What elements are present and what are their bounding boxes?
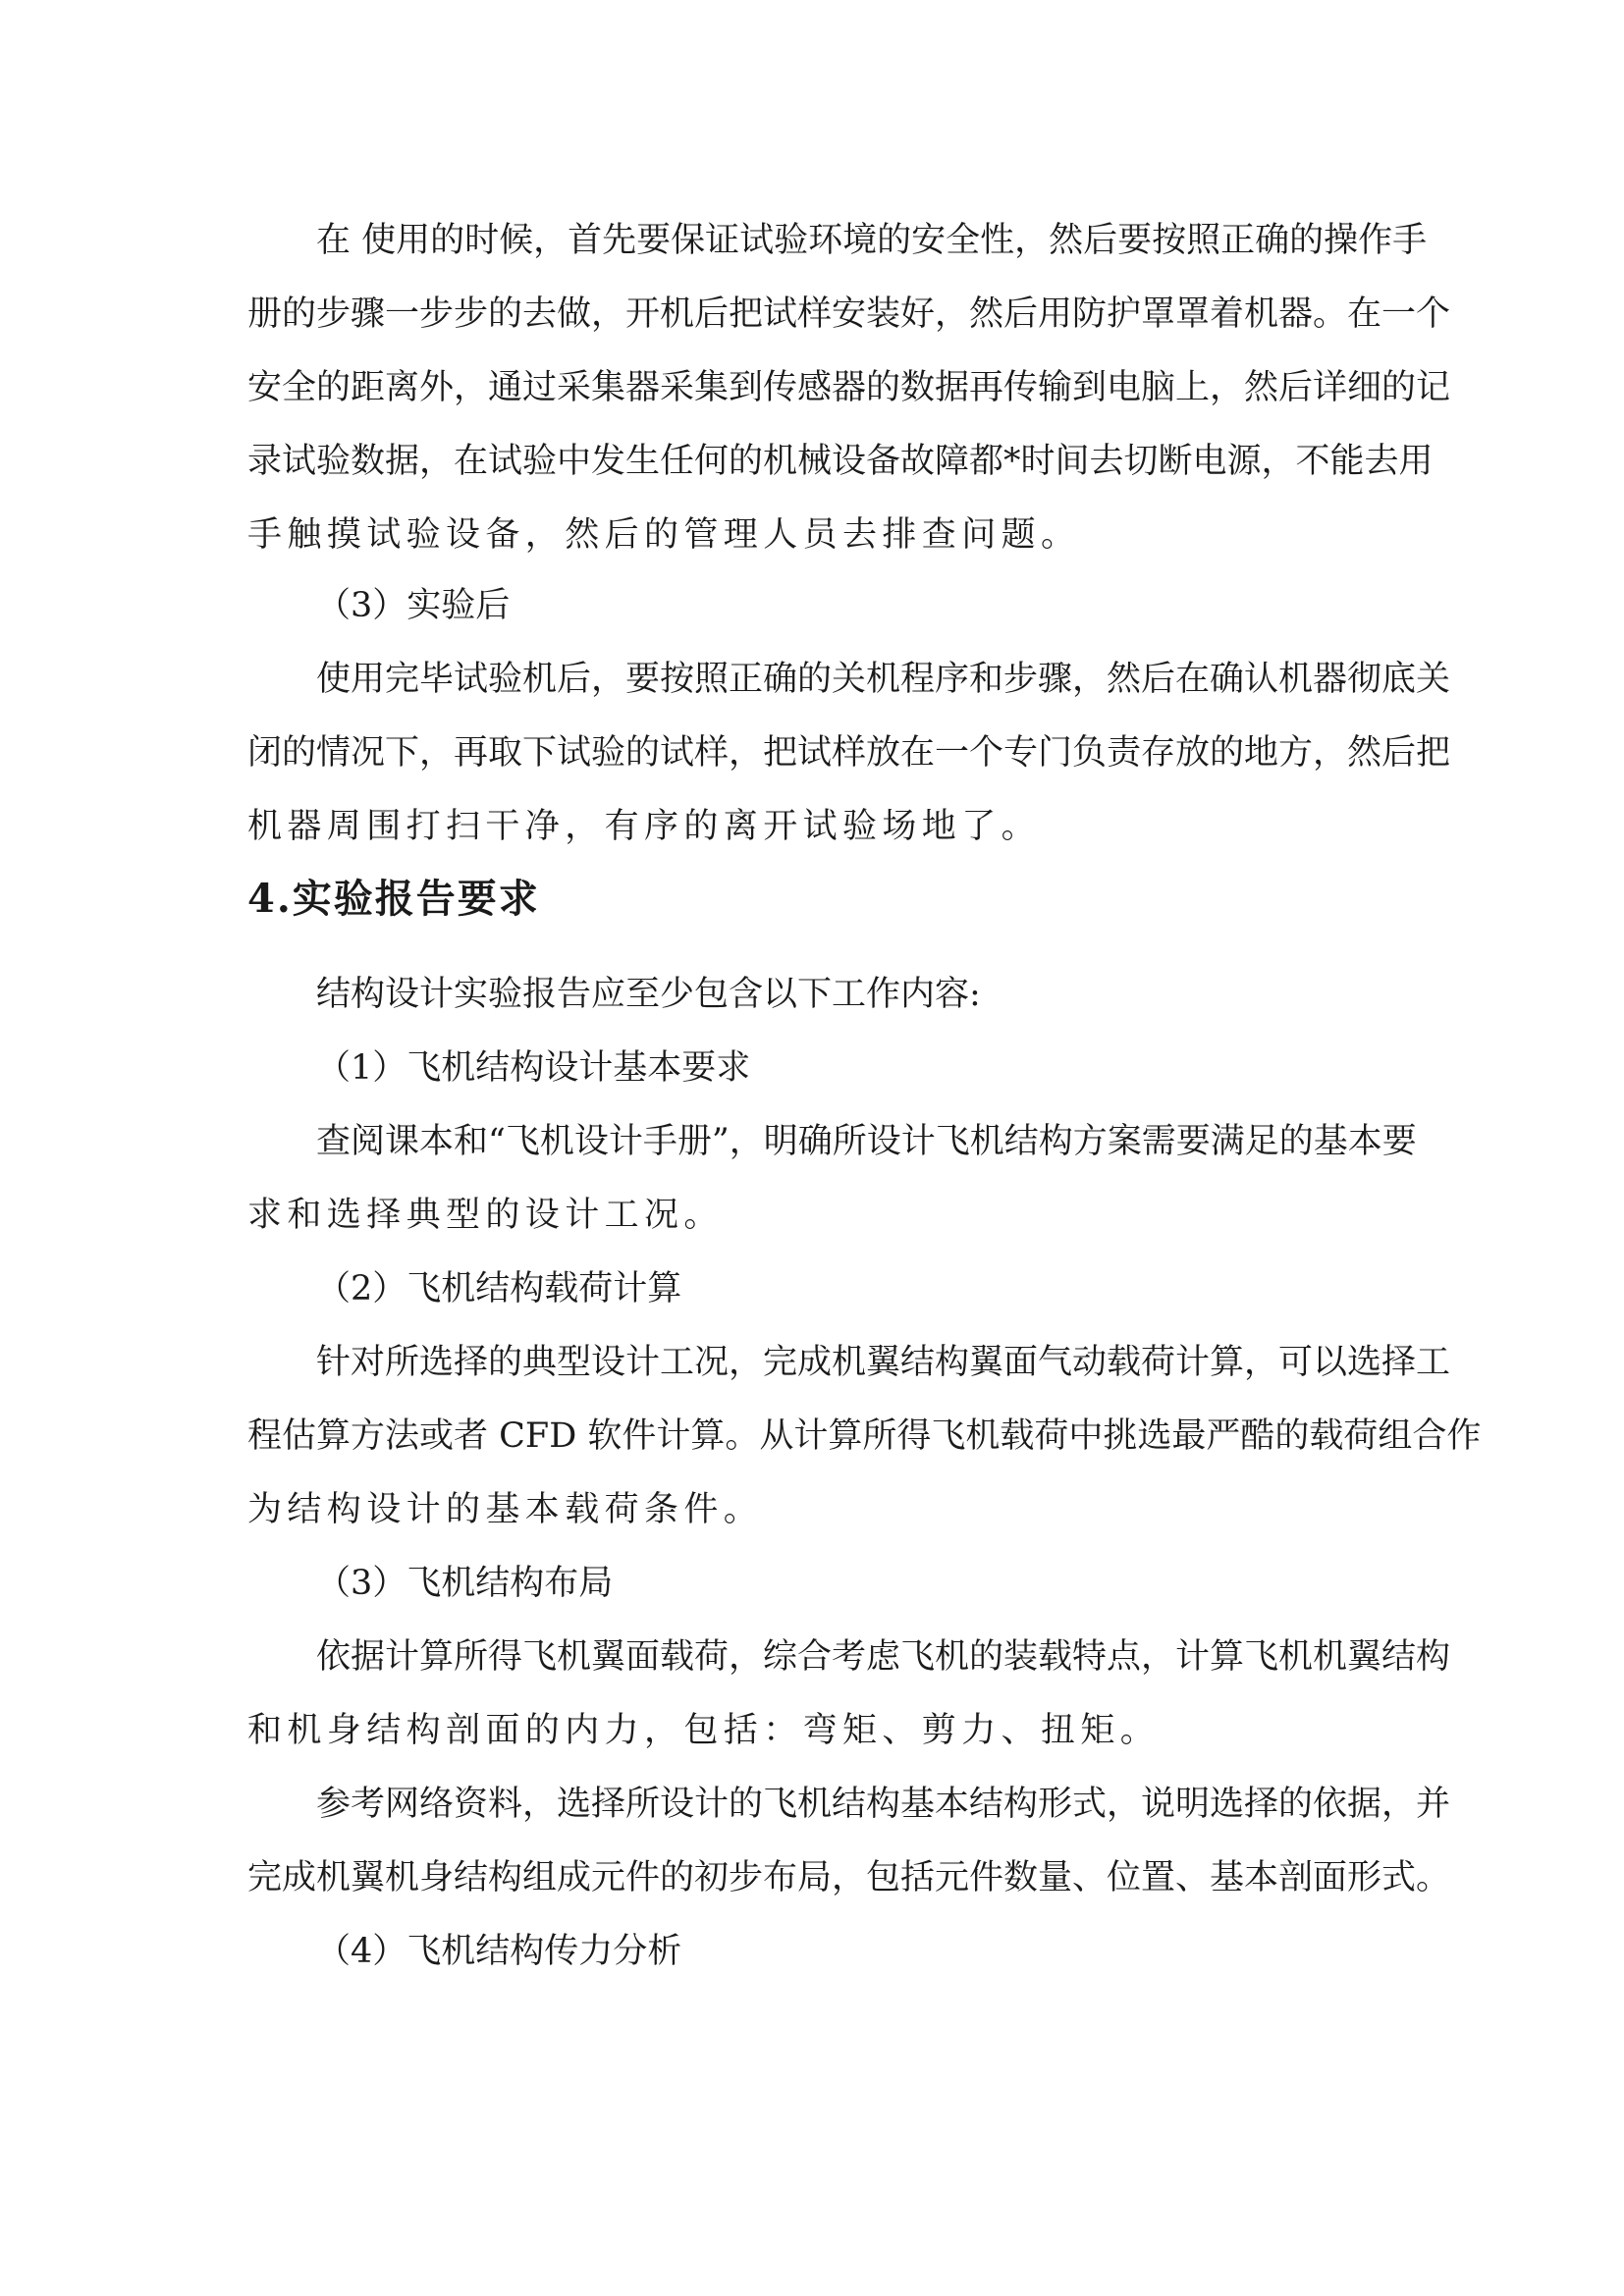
paragraph-line: 程估算方法或者 CFD 软件计算。从计算所得飞机载荷中挑选最严酷的载荷组合作 xyxy=(247,1416,1482,1456)
paragraph-line: 闭的情况下，再取下试验的试样，把试样放在一个专门负责存放的地方，然后把 xyxy=(247,733,1451,773)
paragraph-line: 针对所选择的典型设计工况，完成机翼结构翼面气动载荷计算，可以选择工 xyxy=(316,1343,1451,1382)
paragraph-line: 机器周围打扫干净，有序的离开试验场地了。 xyxy=(247,807,1042,846)
paragraph-line: 使用完毕试验机后，要按照正确的关机程序和步骤，然后在确认机器彻底关 xyxy=(316,660,1451,699)
list-item-heading: （3）飞机结构布局 xyxy=(316,1564,614,1603)
paragraph-line: 参考网络资料，选择所设计的飞机结构基本结构形式，说明选择的依据，并 xyxy=(316,1785,1451,1824)
paragraph-line: 查阅课本和“飞机设计手册”，明确所设计飞机结构方案需要满足的基本要 xyxy=(316,1122,1417,1161)
paragraph-line: 完成机翼机身结构组成元件的初步布局，包括元件数量、位置、基本剖面形式。 xyxy=(247,1858,1451,1897)
paragraph-line: 在 使用的时候，首先要保证试验环境的安全性，然后要按照正确的操作手 xyxy=(316,221,1428,260)
list-item-heading: （1）飞机结构设计基本要求 xyxy=(316,1048,751,1088)
paragraph-line: 和机身结构剖面的内力，包括：弯矩、剪力、扭矩。 xyxy=(247,1711,1161,1750)
paragraph-line: 册的步骤一步步的去做，开机后把试样安装好，然后用防护罩罩着机器。在一个 xyxy=(247,294,1451,334)
section-heading: 4.实验报告要求 xyxy=(247,876,540,922)
list-item-heading: （4）飞机结构传力分析 xyxy=(316,1932,682,1971)
list-item-heading: （3）实验后 xyxy=(316,586,511,625)
paragraph-line: 安全的距离外，通过采集器采集到传感器的数据再传输到电脑上，然后详细的记 xyxy=(247,368,1451,407)
paragraph-line: 录试验数据，在试验中发生任何的机械设备故障都*时间去切断电源，不能去用 xyxy=(247,442,1434,481)
paragraph-line: 手触摸试验设备，然后的管理人员去排查问题。 xyxy=(247,515,1081,555)
paragraph-line: 为结构设计的基本载荷条件。 xyxy=(247,1490,764,1529)
paragraph-line: 依据计算所得飞机翼面载荷，综合考虑飞机的装载特点，计算飞机机翼结构 xyxy=(316,1637,1451,1677)
paragraph-line: 求和选择典型的设计工况。 xyxy=(247,1196,724,1235)
paragraph-line: 结构设计实验报告应至少包含以下工作内容: xyxy=(316,975,981,1014)
list-item-heading: （2）飞机结构载荷计算 xyxy=(316,1269,682,1308)
